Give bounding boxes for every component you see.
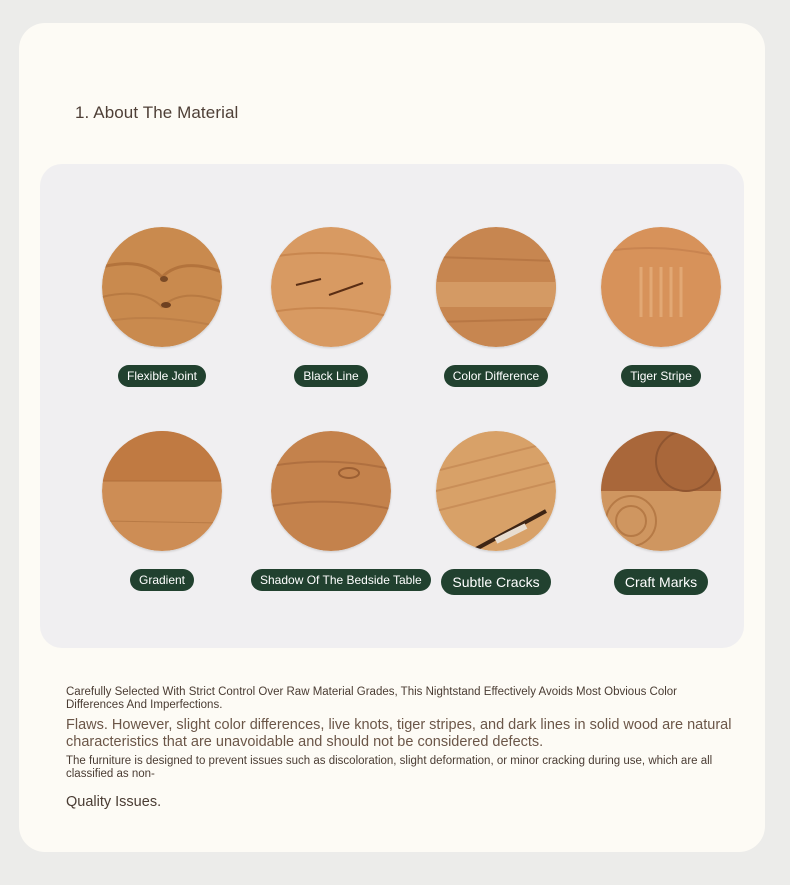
wood-black-line-swatch-image xyxy=(271,227,391,347)
material-label: Shadow Of The Bedside Table xyxy=(251,569,431,591)
material-item-black-line xyxy=(251,227,411,417)
wood-color-difference-swatch-image xyxy=(436,227,556,347)
material-item-color-difference xyxy=(416,227,576,417)
material-label: Flexible Joint xyxy=(118,365,206,387)
description-design: The furniture is designed to prevent issues such as discoloration, slight deformation, or minor cracking during use, which are all classified as non- xyxy=(66,755,713,780)
wood-shadow-swatch-image xyxy=(271,431,391,551)
material-label: Color Difference xyxy=(444,365,548,387)
material-label: Craft Marks xyxy=(614,569,708,595)
material-item-flexible-joint xyxy=(82,227,242,417)
material-item-subtle-cracks xyxy=(416,431,576,621)
material-card xyxy=(19,23,765,852)
section-title: 1. About The Material xyxy=(75,103,239,122)
wood-cracks-swatch-image xyxy=(436,431,556,551)
description-flaws: Flaws. However, slight color differences, live knots, tiger stripes, and dark lines in solid wood are natural characteristics that are unavoidable and should not be considered defects. xyxy=(66,717,732,750)
wood-tiger-stripe-swatch-image xyxy=(601,227,721,347)
material-label: Subtle Cracks xyxy=(441,569,550,595)
material-label: Black Line xyxy=(294,365,367,387)
wood-knot-swatch-image xyxy=(102,227,222,347)
wood-gradient-swatch-image xyxy=(102,431,222,551)
description-quality: Quality Issues. xyxy=(66,794,162,810)
wood-craft-marks-swatch-image xyxy=(601,431,721,551)
material-item-gradient xyxy=(82,431,242,621)
material-item-craft-marks xyxy=(581,431,741,621)
material-label: Tiger Stripe xyxy=(621,365,701,387)
material-swatch-panel xyxy=(40,164,744,648)
material-item-shadow xyxy=(251,431,422,621)
material-label: Gradient xyxy=(130,569,194,591)
description-intro: Carefully Selected With Strict Control Over Raw Material Grades, This Nightstand Effectively Avoids Most Obvious Color Differences And Imperfections. xyxy=(66,686,678,711)
material-item-tiger-stripe xyxy=(581,227,741,417)
